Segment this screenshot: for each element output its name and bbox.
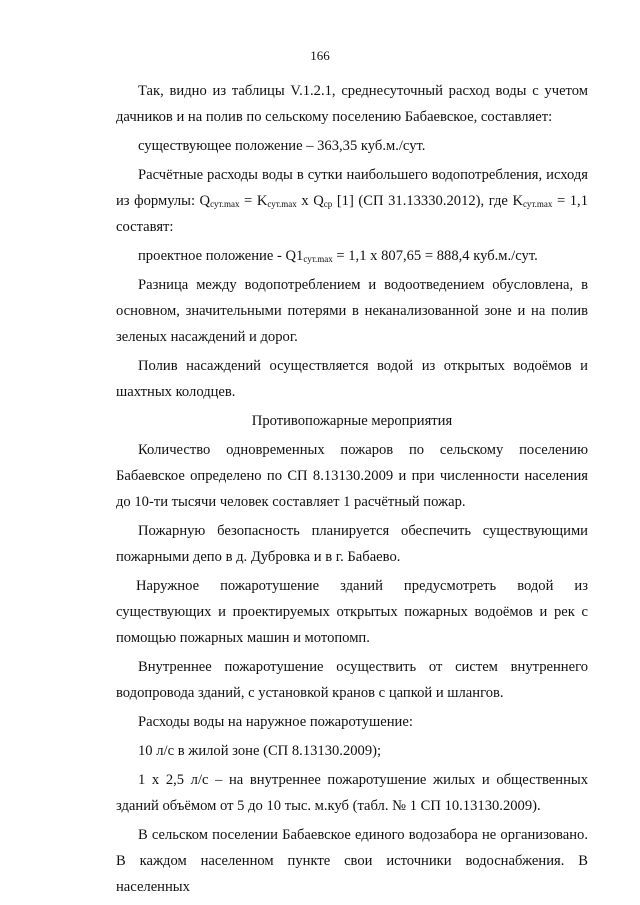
subscript: сут.max xyxy=(210,199,240,209)
paragraph-formula xyxy=(116,243,588,269)
word: водой xyxy=(517,578,554,594)
text-run: Расчётные расходы воды в сутки наибольшего водопотребления, исходя из формулы: Q xyxy=(116,167,588,209)
word: пожаротушение xyxy=(220,578,320,594)
text-run: = 1,1 составят: xyxy=(116,193,588,235)
word: Наружное xyxy=(136,578,200,594)
paragraph: Количество одновременных пожаров по сельскому поселению Бабаевское определено по СП 8.13130.2009 и при численности населения до 10-ти тысячи человек составляет 1 расчётный пожар. xyxy=(116,442,588,510)
text-run: = 1,1 x 807,65 = 888,4 куб.м./сут. xyxy=(332,248,538,264)
scan-artifact-top xyxy=(590,0,620,3)
paragraph: Так, видно из таблицы V.1.2.1, среднесуточный расход воды с учетом дачников и на полив по сельскому поселению Бабаевское, составляет: xyxy=(116,83,588,125)
subscript: сут.max xyxy=(303,254,333,264)
word: из xyxy=(574,578,588,594)
text-run: проектное положение - Q1 xyxy=(138,248,304,264)
subscript: сут.max xyxy=(523,199,553,209)
paragraph-first-line xyxy=(116,573,588,599)
page-number: 166 xyxy=(310,48,330,63)
paragraph: Полив насаждений осуществляется водой из открытых водоёмов и шахтных колодцев. xyxy=(116,358,588,400)
paragraph: 1 х 2,5 л/с – на внутреннее пожаротушение жилых и общественных зданий объёмом от 5 до 10 тыс. м.куб (табл. № 1 СП 10.13130.2009). xyxy=(116,772,588,814)
subscript: ср xyxy=(323,199,333,209)
text-run: = K xyxy=(239,193,268,209)
word: предусмотреть xyxy=(403,578,497,594)
text-run: x Q xyxy=(296,193,324,209)
paragraph-continuation: существующих и проектируемых открытых пожарных водоёмов и рек с помощью пожарных машин и мотопомп. xyxy=(116,604,588,646)
document-body xyxy=(116,78,588,900)
paragraph: 10 л/с в жилой зоне (СП 8.13130.2009); xyxy=(138,743,382,759)
paragraph: Пожарную безопасность планируется обеспечить существующими пожарными депо в д. Дубровка и в г. Бабаево. xyxy=(116,523,588,565)
paragraph: Разница между водопотреблением и водоотведением обусловлена, в основном, значительными потерями в неканализованной зоне и на полив зеленых насаждений и дорог. xyxy=(116,277,588,345)
word: зданий xyxy=(340,578,383,594)
paragraph: существующее положение – 363,35 куб.м./сут. xyxy=(138,138,426,154)
subscript: сут.max xyxy=(267,199,297,209)
paragraph-formula xyxy=(116,162,588,240)
paragraph: Внутреннее пожаротушение осуществить от систем внутреннего водопровода зданий, с установкой кранов с цапкой и шлангов. xyxy=(116,659,588,701)
text-run: [1] (СП 31.13330.2012), где K xyxy=(332,193,523,209)
paragraph: Расходы воды на наружное пожаротушение: xyxy=(138,714,413,730)
paragraph: В сельском поселении Бабаевское единого водозабора не организовано. В каждом населенном пункте свои источники водоснабжения. В населенных xyxy=(116,827,588,895)
section-heading: Противопожарные мероприятия xyxy=(251,413,453,429)
